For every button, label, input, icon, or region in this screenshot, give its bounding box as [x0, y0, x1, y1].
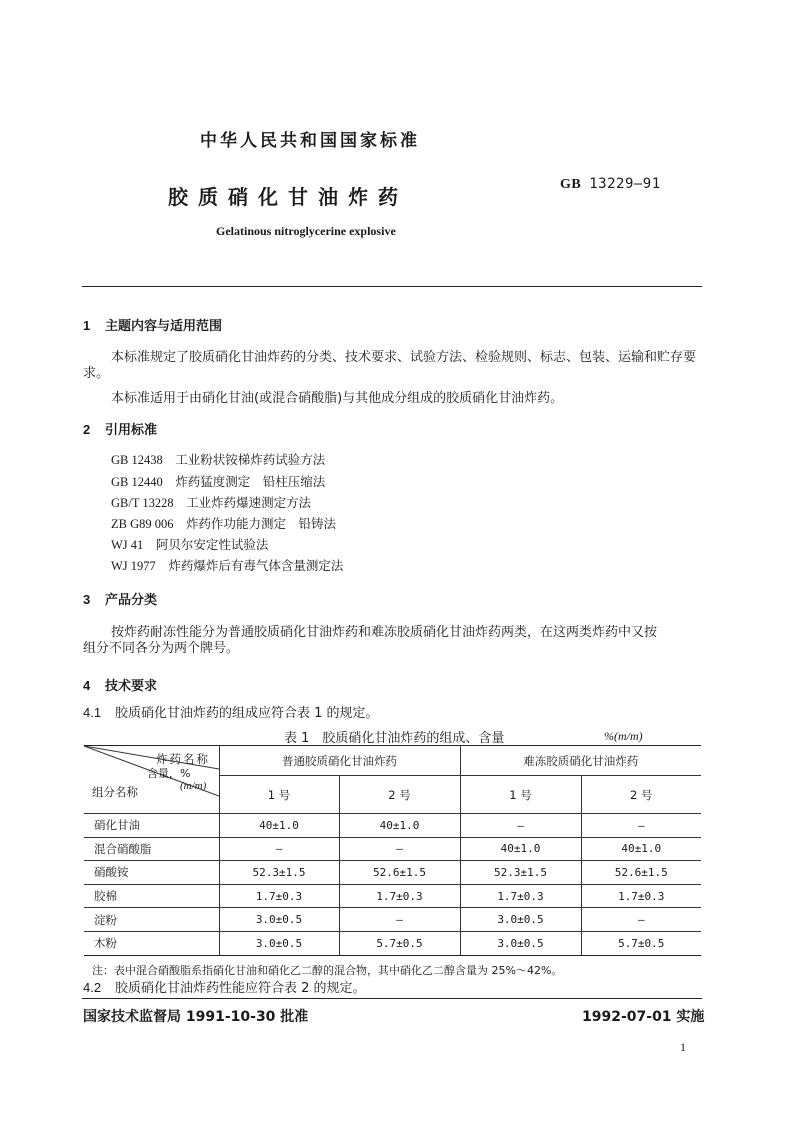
table-cell: 1.7±0.3 — [339, 884, 460, 908]
reference-item: GB/T 13228 工业炸药爆速测定方法 — [111, 495, 312, 510]
standard-code-prefix: GB — [560, 177, 582, 192]
table-cell: — — [339, 908, 460, 932]
table-cell: 3.0±0.5 — [460, 908, 581, 932]
grade-header: 2 号 — [581, 776, 701, 814]
table-1-caption: 表 1 胶质硝化甘油炸药的组成、含量 — [284, 731, 505, 746]
table-row — [84, 931, 701, 955]
implementation-date: 1992-07-01 实施 — [582, 1009, 705, 1025]
section-3-heading: 3 产品分类 — [83, 592, 158, 608]
corner-label-content: 含量，% — [147, 767, 191, 780]
table-cell: — — [581, 814, 701, 838]
english-title: Gelatinous nitroglycerine explosive — [216, 224, 396, 238]
reference-item: ZB G89 006 炸药作功能力测定 铅铸法 — [111, 516, 337, 531]
section-2-heading: 2 引用标准 — [83, 422, 158, 438]
page-number: 1 — [680, 1040, 686, 1054]
table-cell: 52.3±1.5 — [460, 861, 581, 885]
section-1-paragraph-2: 本标准适用于由硝化甘油(或混合硝酸脂)与其他成分组成的胶质硝化甘油炸药。 — [111, 391, 564, 406]
table-corner-cell — [84, 746, 219, 814]
approval-line: 国家技术监督局 1991-10-30 批准 — [83, 1009, 309, 1025]
section-3-paragraph-cont: 组分不同各分为两个牌号。 — [83, 641, 240, 656]
section-1-paragraph-1: 本标准规定了胶质硝化甘油炸药的分类、技术要求、试验方法、检验规则、标志、包装、运输和贮存要 — [111, 350, 697, 365]
table-cell: — — [460, 814, 581, 838]
table-cell: — — [219, 837, 339, 861]
document-title: 胶质硝化甘油炸药 — [168, 185, 408, 209]
reference-item: GB 12440 炸药猛度测定 铅柱压缩法 — [111, 474, 326, 489]
group-header-antifreeze: 难冻胶质硝化甘油炸药 — [460, 746, 701, 776]
table-cell: — — [339, 837, 460, 861]
table-row — [84, 814, 701, 838]
table-row — [84, 837, 701, 861]
reference-item: GB 12438 工业粉状铵梯炸药试验方法 — [111, 452, 326, 467]
table-row — [84, 861, 701, 885]
table-row — [84, 908, 701, 932]
table-cell: 52.3±1.5 — [219, 861, 339, 885]
table-cell: 40±1.0 — [581, 837, 701, 861]
component-name: 淀粉 — [84, 908, 219, 932]
table-cell: 3.0±0.5 — [219, 931, 339, 955]
table-1-note: 注：表中混合硝酸脂系指硝化甘油和硝化乙二醇的混合物，其中硝化乙二醇含量为 25%～42%。 — [92, 964, 563, 977]
section-4-heading: 4 技术要求 — [83, 678, 158, 694]
table-cell: 1.7±0.3 — [581, 884, 701, 908]
table-cell: 40±1.0 — [339, 814, 460, 838]
table-header-row — [84, 746, 701, 776]
table-cell: 40±1.0 — [219, 814, 339, 838]
header-rule — [82, 286, 702, 287]
reference-item: WJ 41 阿贝尔安定性试验法 — [111, 537, 269, 552]
section-3-paragraph: 按炸药耐冻性能分为普通胶质硝化甘油炸药和难冻胶质硝化甘油炸药两类，在这两类炸药中又按 — [111, 625, 658, 640]
table-cell: 3.0±0.5 — [219, 908, 339, 932]
component-name: 硝化甘油 — [84, 814, 219, 838]
component-name: 硝酸铵 — [84, 861, 219, 885]
corner-label-component: 组分名称 — [92, 785, 138, 799]
component-name: 木粉 — [84, 931, 219, 955]
standard-org-heading: 中华人民共和国国家标准 — [200, 131, 420, 151]
grade-header: 1 号 — [219, 776, 339, 814]
reference-item: WJ 1977 炸药爆炸后有毒气体含量测定法 — [111, 558, 344, 573]
grade-header: 1 号 — [460, 776, 581, 814]
table-cell: 1.7±0.3 — [219, 884, 339, 908]
grade-header: 2 号 — [339, 776, 460, 814]
table-cell: 1.7±0.3 — [460, 884, 581, 908]
footer-rule — [82, 998, 702, 999]
composition-table — [84, 745, 701, 956]
clause-4-1: 4.1 胶质硝化甘油炸药的组成应符合表 1 的规定。 — [83, 705, 379, 721]
table-cell: 5.7±0.5 — [339, 931, 460, 955]
table-1-unit: %(m/m) — [604, 729, 643, 743]
section-1-paragraph-1-cont: 求。 — [83, 366, 110, 381]
component-name: 胶棉 — [84, 884, 219, 908]
table-cell: — — [581, 908, 701, 932]
table-cell: 5.7±0.5 — [581, 931, 701, 955]
corner-label-unit: (m/m) — [180, 780, 207, 792]
table-row — [84, 884, 701, 908]
corner-label-explosive: 炸药名称 — [156, 752, 210, 766]
section-1-heading: 1 主题内容与适用范围 — [83, 318, 223, 334]
standard-code — [560, 176, 661, 193]
clause-4-2: 4.2 胶质硝化甘油炸药性能应符合表 2 的规定。 — [83, 980, 366, 996]
table-cell: 3.0±0.5 — [460, 931, 581, 955]
component-name: 混合硝酸脂 — [84, 837, 219, 861]
table-cell: 40±1.0 — [460, 837, 581, 861]
standard-code-number: 13229—91 — [589, 176, 661, 192]
table-cell: 52.6±1.5 — [581, 861, 701, 885]
group-header-ordinary: 普通胶质硝化甘油炸药 — [219, 746, 460, 776]
table-cell: 52.6±1.5 — [339, 861, 460, 885]
